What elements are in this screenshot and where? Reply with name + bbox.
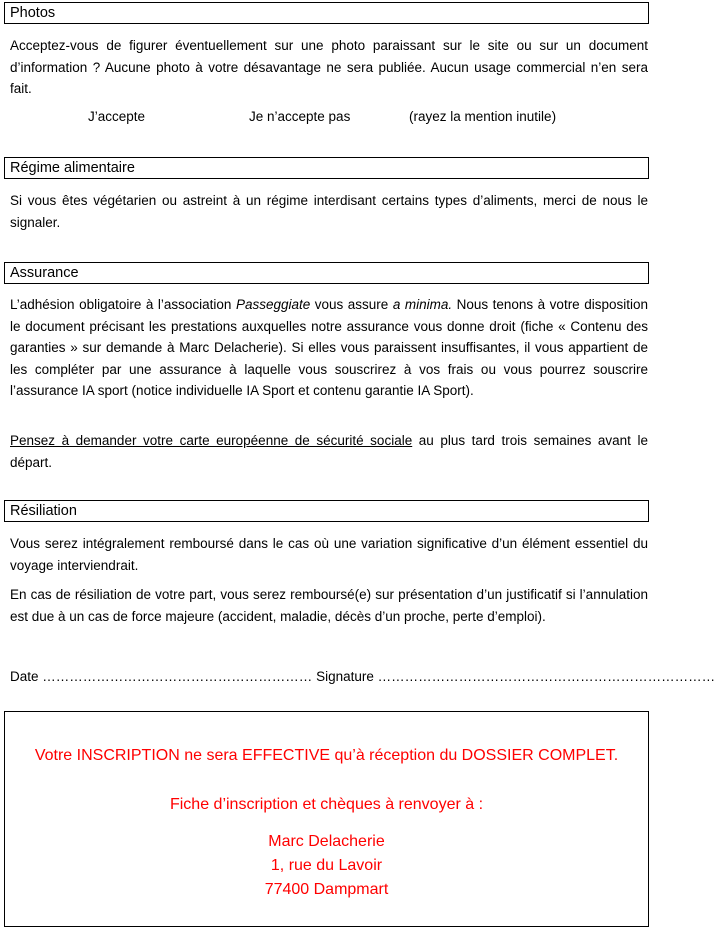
resiliation-paragraph-2: En cas de résiliation de votre part, vous serez remboursé(e) sur présentation d’un justificatif si l’annulation est due à un cas de force majeure (accident, maladie, décès d’un proche, perte d’emploi). <box>10 587 648 624</box>
date-field[interactable]: …………………………………………………… <box>42 669 313 684</box>
assurance-text-a: L’adhésion obligatoire à l’association <box>10 297 236 312</box>
resiliation-paragraph-1: Vous serez intégralement remboursé dans le cas où une variation significative d’un élément essentiel du voyage interviendrait. <box>10 536 648 573</box>
assurance-text-b: vous assure <box>310 297 393 312</box>
association-name: Passeggiate <box>235 297 311 312</box>
assurance-text-c: Nous tenons à votre disposition le document précisant les prestations auxquelles notre assurance vous donne droit (fiche « Contenu des garanties » sur demande à Marc Delacherie). Si elles vous paraissent insuffisantes, il vous appartient de les compléter par une assurance à laquelle vous souscrirez à vos frais ou vous pourrez souscrire l’assurance IA sport (notice individuelle IA Sport et contenu garantie IA Sport). <box>10 297 648 398</box>
send-to-label: Fiche d’inscription et chèques à renvoyer à : <box>169 796 484 813</box>
recipient-city: 77400 Dampmart <box>264 881 389 898</box>
signature-field[interactable]: ………………………………………………………………… <box>377 669 715 684</box>
photos-decline-option[interactable]: Je n’accepte pas <box>249 109 351 124</box>
assurance-paragraph-1 <box>10 294 648 402</box>
recipient-name: Marc Delacherie <box>268 833 385 850</box>
recipient-street: 1, rue du Lavoir <box>270 857 383 874</box>
assurance-p2-rest: au plus tard trois semaines avant le départ. <box>10 433 648 470</box>
date-signature-line <box>10 667 715 687</box>
footer-box <box>4 711 649 927</box>
section-header-assurance: Assurance <box>4 262 649 284</box>
signature-label: Signature <box>316 669 374 684</box>
photos-accept-option[interactable]: J’accepte <box>88 109 146 124</box>
regime-text: Si vous êtes végétarien ou astreint à un régime interdisant certains types d’aliments, merci de nous le signaler. <box>10 193 648 230</box>
section-header-regime: Régime alimentaire <box>4 157 649 179</box>
assurance-paragraph-2 <box>10 430 648 473</box>
a-minima: a minima. <box>392 297 453 312</box>
carte-europeenne-underlined: Pensez à demander votre carte européenne de sécurité sociale <box>10 433 413 448</box>
inscription-warning: Votre INSCRIPTION ne sera EFFECTIVE qu’à réception du DOSSIER COMPLET. <box>34 747 619 764</box>
photos-strike-note: (rayez la mention inutile) <box>409 109 557 124</box>
section-header-resiliation: Résiliation <box>4 500 649 522</box>
date-label: Date <box>10 669 39 684</box>
photos-question: Acceptez-vous de figurer éventuellement sur une photo paraissant sur le site ou sur un document d’information ? Aucune photo à votre désavantage ne sera publiée. Aucun usage commercial n’en sera fait. <box>10 38 648 96</box>
section-header-photos: Photos <box>4 2 649 24</box>
